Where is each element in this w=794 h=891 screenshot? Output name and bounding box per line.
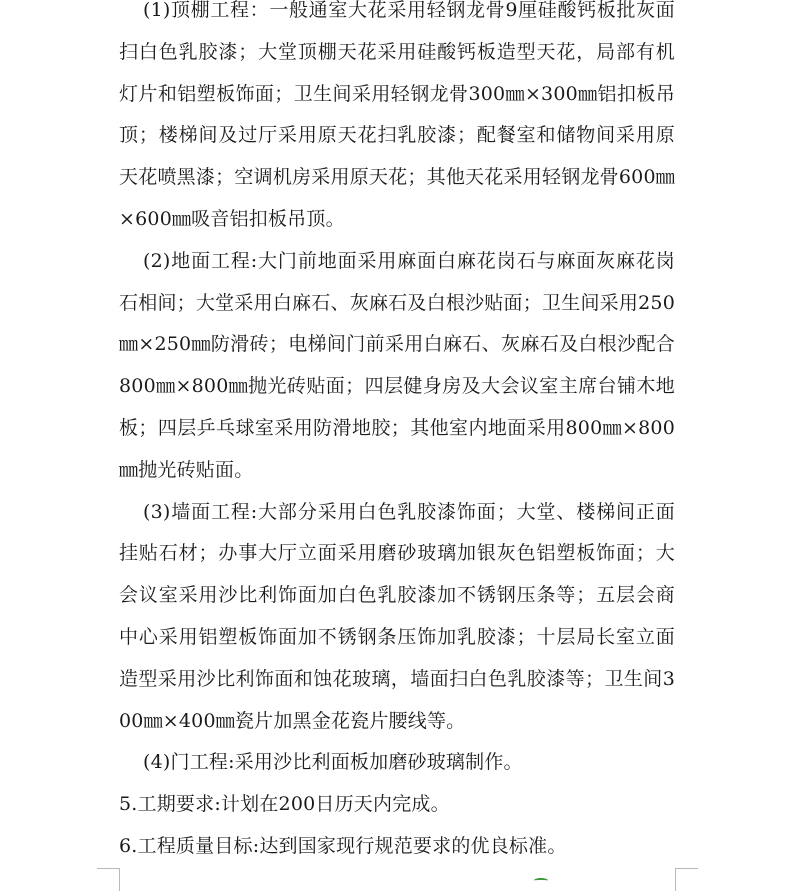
page-corner-mark-right — [675, 868, 698, 891]
paragraph-ceiling-works: (1)顶棚工程：一般通室大花采用轻钢龙骨9厘硅酸钙板批灰面扫白色乳胶漆；大堂顶棚天花采用硅酸钙板造型天花，局部有机灯片和铝塑板饰面；卫生间采用轻钢龙骨300㎜×300㎜铝扣板吊顶；楼梯间及过厅采用原天花扫乳胶漆；配餐室和储物间采用原天花喷黑漆；空调机房采用原天花；其他天花采用轻钢龙骨600㎜×600㎜吸音铝扣板吊顶。 — [119, 0, 675, 230]
paragraph-door-works: (4)门工程:采用沙比利面板加磨砂玻璃制作。 — [143, 751, 523, 774]
item-schedule: 5.工期要求:计划在200日历天内完成。 — [119, 793, 450, 816]
paragraph-wall-works: (3)墙面工程:大部分采用白色乳胶漆饰面；大堂、楼梯间正面挂贴石材；办事大厅立面采用磨砂玻璃加银灰色铝塑板饰面；大会议室采用沙比利饰面加白色乳胶漆加不锈钢压条等；五层会商中心采用铝塑板饰面加不锈钢条压饰加乳胶漆；十层局长室立面造型采用沙比利饰面和蚀花玻璃，墙面扫白色乳胶漆等；卫生间300㎜×400㎜瓷片加黑金花瓷片腰线等。 — [119, 500, 675, 732]
document-body — [119, 0, 675, 868]
page-corner-mark-left — [97, 868, 120, 891]
paragraph-floor-works: (2)地面工程:大门前地面采用麻面白麻花岗石与麻面灰麻花岗石相间；大堂采用白麻石、灰麻石及白根沙贴面；卫生间采用250㎜×250㎜防滑砖；电梯间门前采用白麻石、灰麻石及白根沙配合800㎜×800㎜抛光砖贴面；四层健身房及大会议室主席台铺木地板；四层乒乓球室采用防滑地胶；其他室内地面采用800㎜×800㎜抛光砖贴面。 — [119, 249, 675, 481]
item-quality-target: 6.工程质量目标:达到国家现行规范要求的优良标准。 — [119, 834, 567, 857]
